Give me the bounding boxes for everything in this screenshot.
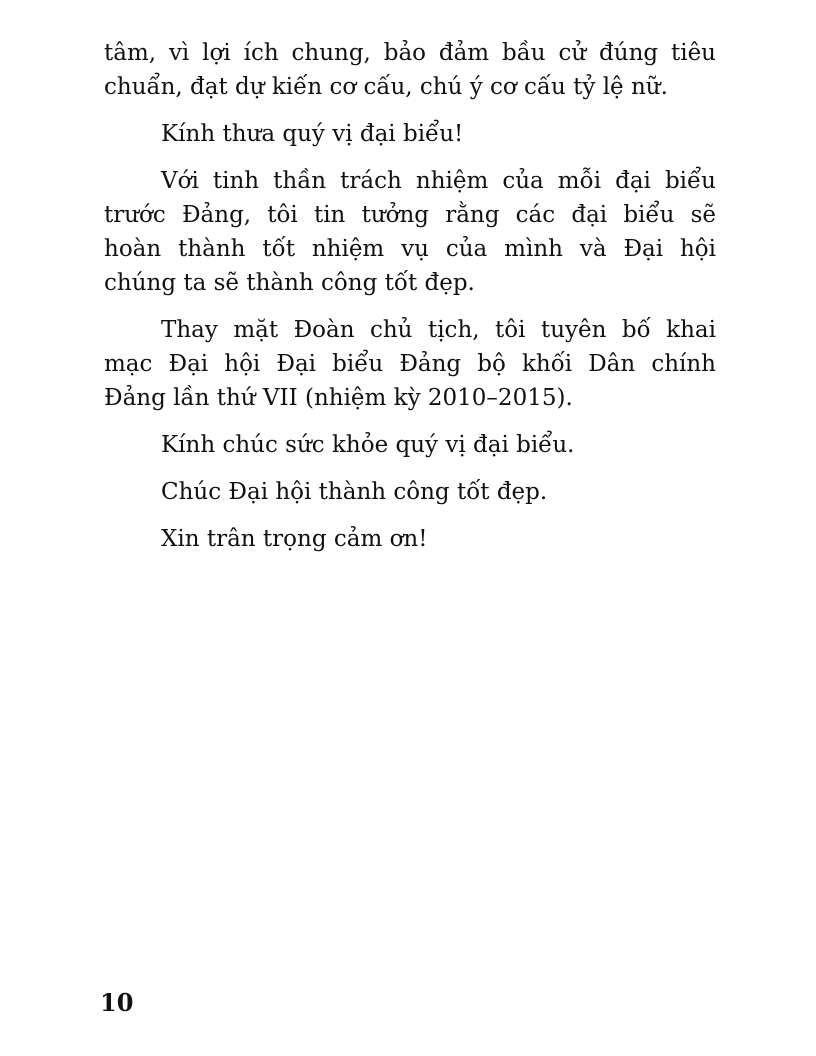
text-line: tâm, vì lợi ích chung, bảo đảm bầu cử đúng tiêu <box>104 40 716 66</box>
text-line: hoàn thành tốt nhiệm vụ của mình và Đại hội <box>104 236 716 262</box>
text-line: mạc Đại hội Đại biểu Đảng bộ khối Dân chính <box>104 351 716 377</box>
paragraph-thanks <box>104 522 716 556</box>
page-number: 10 <box>100 988 134 1017</box>
text-line: Với tinh thần trách nhiệm của mỗi đại biểu <box>161 168 716 194</box>
paragraph-opening-declaration <box>104 313 716 415</box>
text-line: Xin trân trọng cảm ơn! <box>161 526 428 552</box>
text-line: chúng ta sẽ thành công tốt đẹp. <box>104 270 475 296</box>
text-line: Thay mặt Đoàn chủ tịch, tôi tuyên bố khai <box>161 317 716 343</box>
paragraph-confidence <box>104 164 716 300</box>
text-line: Kính chúc sức khỏe quý vị đại biểu. <box>161 432 575 458</box>
text-line: Kính thưa quý vị đại biểu! <box>161 121 464 147</box>
text-line: Chúc Đại hội thành công tốt đẹp. <box>161 479 548 505</box>
text-line: Đảng lần thứ VII (nhiệm kỳ 2010–2015). <box>104 385 573 411</box>
text-line: chuẩn, đạt dự kiến cơ cấu, chú ý cơ cấu tỷ lệ nữ. <box>104 74 668 100</box>
paragraph-greeting <box>104 117 716 151</box>
body-text <box>104 36 716 556</box>
paragraph-health-wish <box>104 428 716 462</box>
paragraph-success-wish <box>104 475 716 509</box>
paragraph-continuation <box>104 36 716 104</box>
text-line: trước Đảng, tôi tin tưởng rằng các đại biểu sẽ <box>104 202 716 228</box>
